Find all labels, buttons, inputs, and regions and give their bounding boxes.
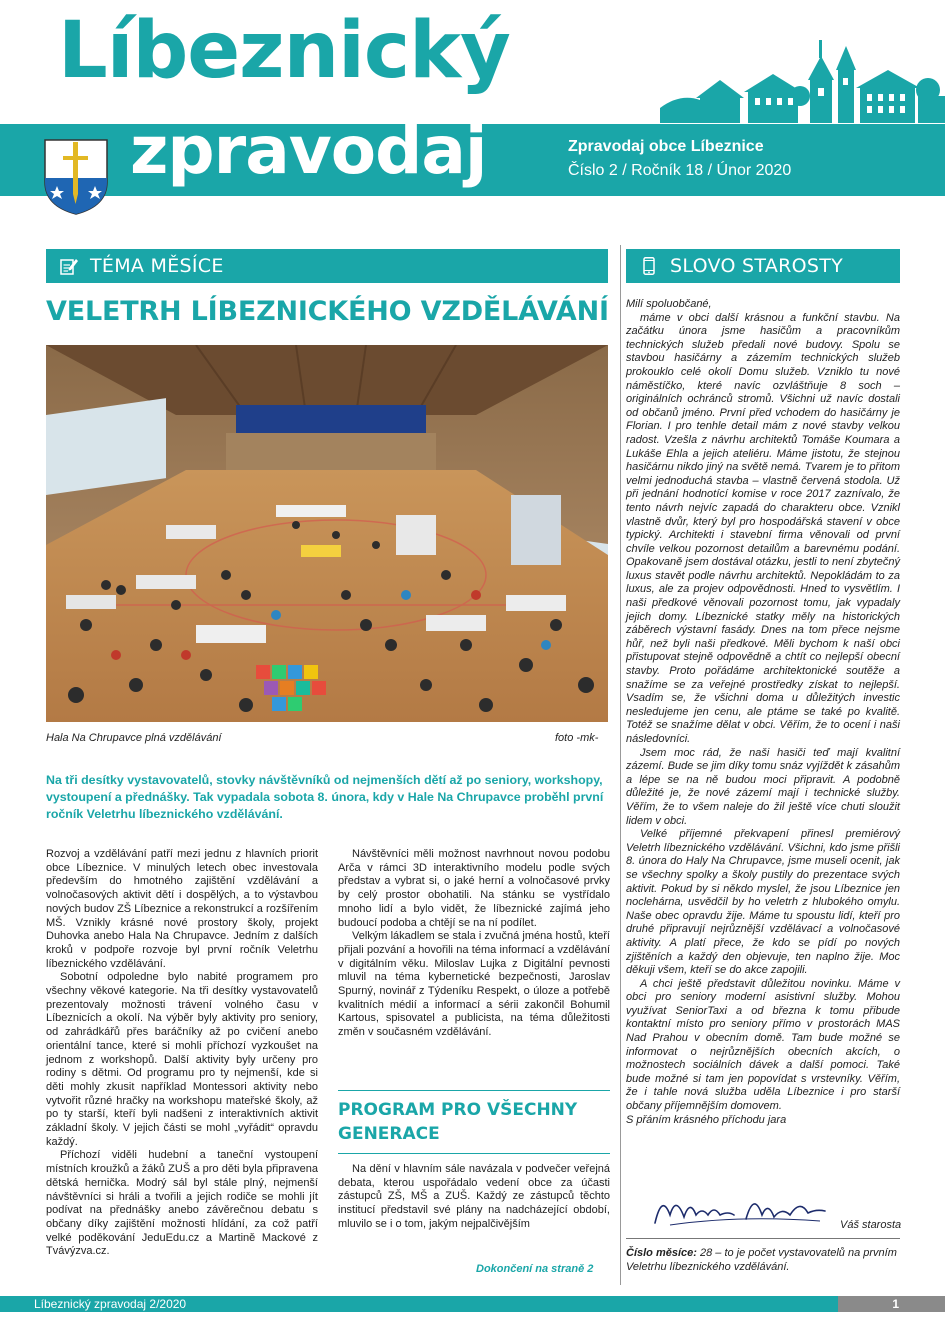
photo-caption: Hala Na Chrupavce plná vzdělávání — [46, 732, 222, 744]
masthead-title-line1: Líbeznický — [58, 6, 510, 96]
article-headline: VELETRH LÍBEZNICKÉHO VZDĚLÁVÁNÍ — [46, 296, 609, 327]
village-skyline-illustration — [660, 38, 945, 123]
article-column-2 — [338, 848, 610, 1040]
subhead-rule — [338, 1153, 610, 1154]
masthead-subtitle: Zpravodaj obce Líbeznice — [568, 138, 764, 155]
mayor-salutation: Milí spoluobčané, — [626, 298, 712, 310]
municipal-coat-of-arms-icon — [43, 138, 109, 216]
masthead-title-line2: zpravodaj — [130, 112, 487, 189]
smartphone-icon — [640, 257, 658, 275]
notepad-pencil-icon — [60, 257, 78, 275]
section-label: TÉMA MĚSÍCE — [90, 255, 224, 277]
section-header-slovo-starosty — [626, 249, 900, 283]
article-paragraph: Rozvoj a vzdělávání patří mezi jednu z hlavních priorit obce Líbeznice. V minulých letech obec investovala především do hmotného zajištění vzdělávání a volnočasových aktivit dětí i dospělých, a to výstavbou nových budov ZŠ Líbeznice a rekonstrukcí a rozšířením MŠ. Vznikly krásné nové prostory školy, projekt Duhovka anebo Hala Na Chrupavce. Jedním z dalších kroků v podpoře rozvoje byl první ročník Veletrhu líbeznického vzdělávání. — [46, 848, 318, 970]
column-divider — [620, 245, 621, 1285]
article-paragraph: Na dění v hlavním sále navázala v podvečer veřejná debata, kterou uspořádalo vedení obce za účasti zástupců ZŠ, MŠ a ZUŠ. Každý ze zástupců těchto institucí představil své plány na nadcházející období, mluvilo se i o tom, jakým nejpalčivějším — [338, 1163, 610, 1230]
mayor-closing: S přáním krásného příchodu jara — [626, 1113, 787, 1126]
mayor-paragraph: Velké příjemné překvapení přinesl premiérový Veletrh líbeznického vzdělávání. Všichni, kdo jsme přišli 8. února do Haly Na Chrupavce, jsme museli ocenit, jak se všechny spolky a školy pustily do prezentace svých aktivit. Pokud by si někdo myslel, že jsou Líbeznice jen noclehárna, usvědčil by ho veletrh z hlubokého omylu. Naše obec opravdu žije. Máme tu spoustu lidí, kteří pro druhé připravují nejrůznější vzdělávací a volnočasové aktivity. A platí přece, že kdo se pídí po nových zjištěních a každý den objevuje, ten naplno žije. Moc děkuji všem, kteří se do akce zapojili. — [626, 828, 900, 977]
section-label: SLOVO STAROSTY — [670, 255, 844, 277]
masthead-issue: Číslo 2 / Ročník 18 / Únor 2020 — [568, 162, 792, 179]
article-paragraph: Sobotní odpoledne bylo nabité programem pro všechny věkové kategorie. Na tři desítky vystavovatelů prezentovaly možnosti trávení volného času v Líbeznicích a okolí. Na výběr byly aktivity pro seniory, od zahrádkářů přes baráčníky až po cvičení anebo orientální tance, které si mohli příchozí vyzkoušet na jednom z workshopů. Další aktivity byly určeny pro rodiny s dětmi. Od programu pro ty nejmenší, kde si děti mohly zkusit například Montessori aktivity nebo vytvořit různé hračky na workshopu mateřské školy, až po ty starší, kteří byli nadšeni z interaktivních aktivit základní školy. V jejich části se mohl „vyřádit“ opravdu každý. — [46, 971, 318, 1148]
note-divider — [626, 1238, 900, 1239]
page-number: 1 — [838, 1296, 945, 1312]
signature-label: Váš starosta — [840, 1219, 902, 1231]
mayor-paragraph: A chci ještě představit důležitou novinku. Máme v obci pro seniory moderní asistivní služby. Mohou využívat SeniorTaxi a od března k tomu přibude kontaktní místo pro seniory přímo v prostorách MAS Nad Prahou v obecním domě. Tam bude možné se informovat o nejrůznějších obecních akcích, o možnostech sociálních dávek a další pomoci. Také bude možné si tam jen popovídat s vrstevníky. Věřím, že i tahle nová služba uděla Líbeznice i pro starší občany příjemnějším domovem. — [626, 977, 900, 1113]
section-header-tema-mesice — [46, 249, 608, 283]
mayor-column — [626, 298, 900, 1127]
article-subheading: PROGRAM PRO VŠECHNY GENERACE — [338, 1100, 578, 1144]
subhead-rule — [338, 1090, 610, 1091]
article-column-1 — [46, 848, 318, 1259]
mayor-paragraph: máme v obci další krásnou a funkční stavbu. Na začátku února jsme hasičům a pracovníkům technických služeb předali nové budovy. Spolu se stavbou hasičárny a zázemím technických služeb prokouklo celé okolí Domu služeb. Vzniklo tu nové náměstíčko, které navíc ozvláštňuje 8 soch – originálních ochránců stromů. Všichni už navíc dostali od občanů jméno. První před vchodem do hasičárny je Florian. I pro tenhle detail mám z nové stavby velkou radost. Vzešla z návrhu architektů Tomáše Koumara a Lukáše Ehla a jejich ateliéru. Máme jistotu, že stejnou hasičárnu nikdo jiný na světě nemá. Tvarem je to přitom velmi jednoduchá stavba – vlastně červená stodola. Už při jednání hodnotící komise v roce 2017 zaznívalo, že tento návrh nejvíc zapadá do charakteru obce. Vznikl vlastně dvůr, který byl pro hospodářská stavení v obce typický. Architekti i stavební firma věnovali od první chvíle velkou pozornost detailům a barevnému podání. Opakovaně jsem dostával otázku, jestli to není zbytečný luxus stavět podle návrhu architektů. Nepokládám to za luxus, ale za projev odpovědnosti. Hned to vysvětlím. I naši předkové věnovali pozornost tomu, jak vypadaly jejich domy. Líbeznické statky měly na historických záběrech výstavní fasády. Dnes na tom přece nejsme hůř, než byli naši předkové. Měli bychom k naší obci přistupovat stejně odpovědně a chtít co nejlepší obecní stavby. Proto pořádáme architektonické soutěže a snažíme se za veřejné prostředky získat to nejlepší. Vsadím se, že všichni doma u důležitých investic nesledujeme jen cenu, ale ptáme se také po kvalitě. Totéž se snažíme dělat v obci. Věřím, že to ocení i naši následovníci. — [626, 311, 900, 745]
note-text: 28 – to je počet vystavovatelů na prvním Veletrhu líbeznického vzdělávání. — [626, 1247, 897, 1273]
article-column-2-continued — [338, 1163, 610, 1232]
event-hall-photo — [46, 345, 608, 722]
article-paragraph: Příchozí viděli hudební a taneční vystoupení místních kroužků a žáků ZUŠ a pro děti byla připravena dětská hernička. Modrý sál byl stále plný, nejmenší návštěvníci si hráli a tvořili a jejich rodiče se mohli jít podívat na přednášky anebo závěrečnou debatu s občany díky zajištění možnosti hlídání, za což patří velké poděkování JeduEdu.cz a Martině Mackové z Tvávýzva.cz. — [46, 1149, 318, 1258]
masthead — [0, 0, 945, 230]
event-hall-photo-illustration — [46, 345, 608, 722]
article-lead: Na tři desítky vystavovatelů, stovky návštěvníků od nejmenších dětí až po seniory, workshopy, vystoupení a přednášky. Tak vypadala sobota 8. února, kdy v Hale Na Chrupavce proběhl první ročník Veletrhu líbeznického vzdělávání. — [46, 773, 604, 821]
photo-credit: foto -mk- — [555, 732, 599, 744]
article-paragraph: Velkým lákadlem se stala i zvučná jména hostů, kteří přijali pozvání a hovořili na téma informací a vzdělávání v digitálním věku. Miloslav Lujka z Digitální pevnosti mluvil na téma kybernetické bezpečnosti, Jaroslav Spurný, novinář z Týdeníku Respekt, o úloze a potřebě kvalitních médií a informací a sérii zakončil Bohumil Kartous, spisovatel a publicista, na téma důležitosti změn v současném vzdělávání. — [338, 930, 610, 1039]
mayor-paragraph: Jsem moc rád, že naši hasiči teď mají kvalitní zázemí. Bude se jim díky tomu snáz vyjíždět k zásahům a lépe se na ně budou moci připravit. A podobně důležité je, že nové zázemí mají i technické služby. Věřím, že to všem naleje do žil ještě více chuti sloužit lidem v obci. — [626, 746, 900, 827]
continued-on-page-link[interactable]: Dokončení na straně 2 — [476, 1263, 594, 1275]
mayor-signature-image — [650, 1185, 835, 1230]
note-label: Číslo měsíce: — [626, 1247, 697, 1259]
number-of-the-month — [626, 1246, 900, 1274]
footer-publication: Líbeznický zpravodaj 2/2020 — [34, 1297, 187, 1311]
article-paragraph: Návštěvníci měli možnost navrhnout novou podobu Arča v rámci 3D interaktivního modelu podle svých představ a vybrat si, o jaké herní a volnočasové prvky by celý prostor obohatili. Na stánku se vystřídalo mnoho lidí a bylo vidět, že líbeznické zajímá jeho budoucí podoba a chtějí se na ní podílet. — [338, 848, 610, 929]
